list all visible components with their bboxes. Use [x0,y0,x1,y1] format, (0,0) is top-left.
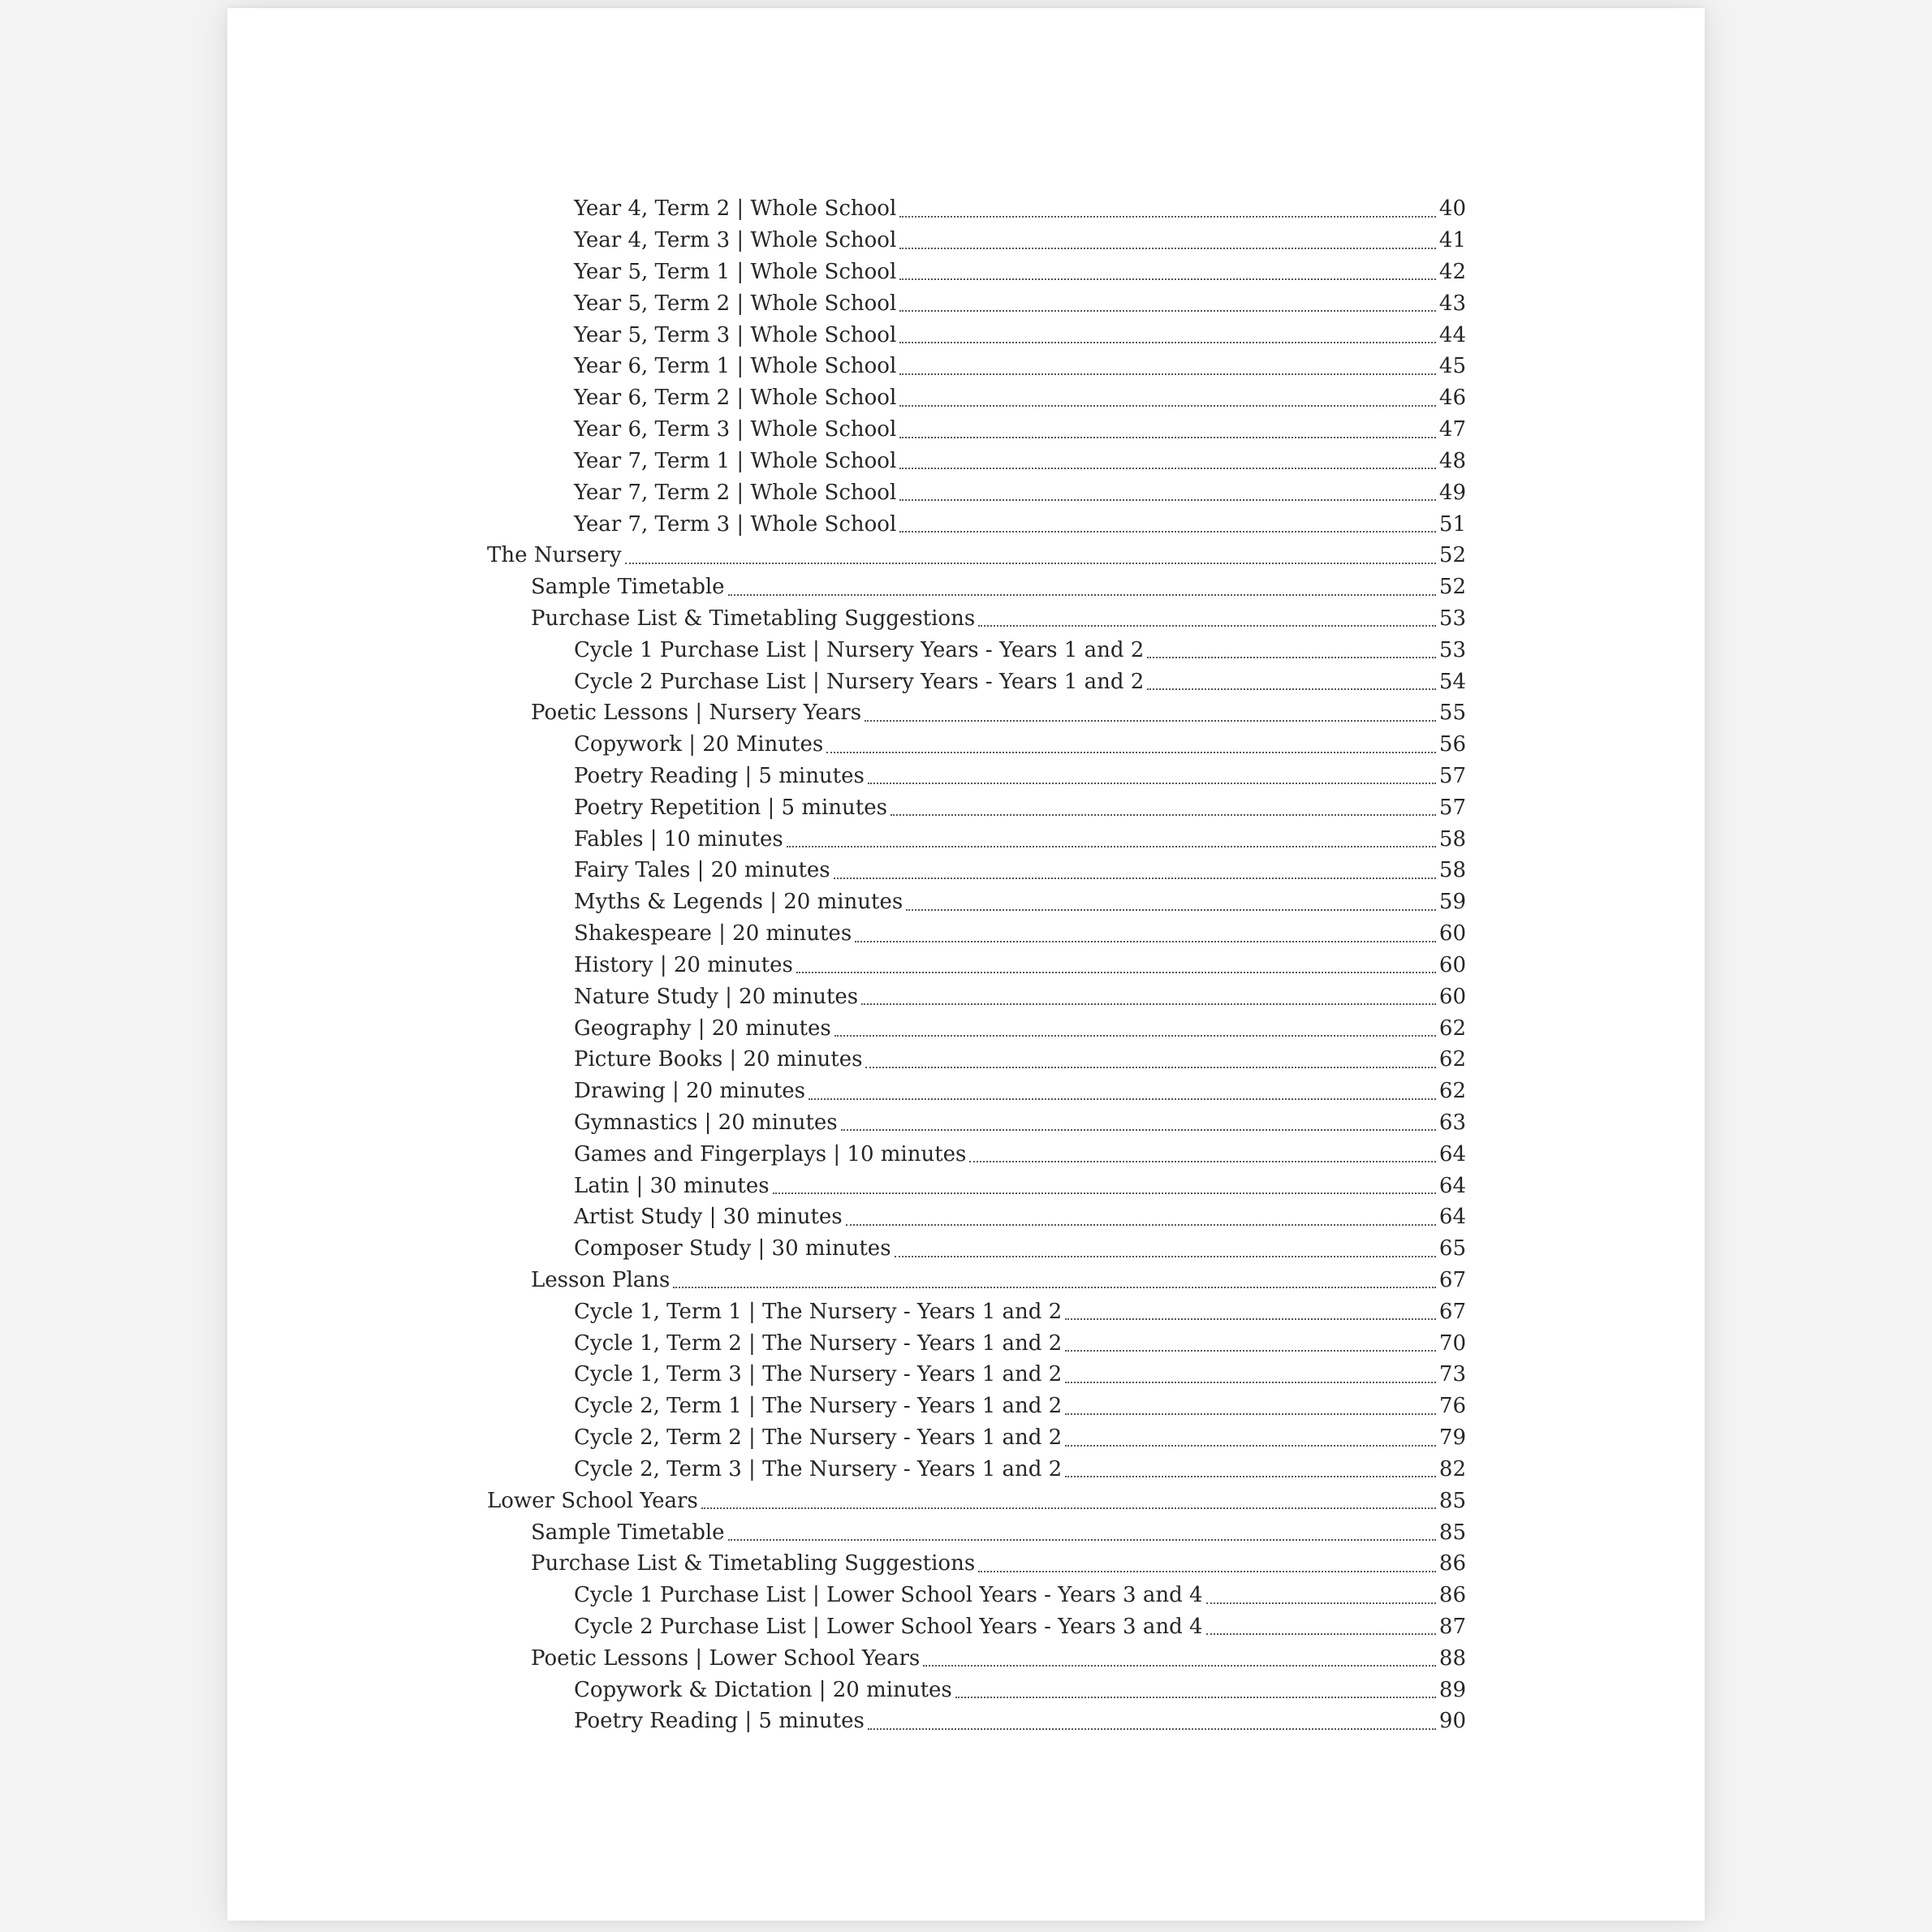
dot-leader [868,1728,1436,1730]
toc-entry-page-number: 85 [1438,1520,1466,1545]
toc-entry-page-number: 47 [1438,417,1466,442]
toc-entry[interactable] [487,571,1466,603]
toc-entry[interactable] [487,1359,1466,1391]
toc-entry-label: Fairy Tales | 20 minutes [574,858,830,883]
dot-leader [861,1003,1436,1005]
toc-entry[interactable] [487,193,1466,225]
toc-entry-label: Year 5, Term 1 | Whole School [574,260,897,285]
toc-entry-page-number: 60 [1438,952,1466,977]
toc-entry[interactable] [487,918,1466,950]
toc-entry-page-number: 57 [1438,795,1466,820]
toc-entry-label: Fables | 10 minutes [574,826,783,852]
toc-entry-label: Gymnastics | 20 minutes [574,1110,838,1135]
toc-entry-label: Year 7, Term 3 | Whole School [574,511,897,537]
toc-entry[interactable] [487,1642,1466,1674]
toc-entry[interactable] [487,603,1466,635]
toc-entry[interactable] [487,477,1466,508]
toc-entry-page-number: 60 [1438,921,1466,947]
toc-entry-page-number: 45 [1438,354,1466,379]
toc-entry-page-number: 60 [1438,984,1466,1009]
toc-entry-page-number: 85 [1438,1488,1466,1513]
toc-entry-label: Cycle 2, Term 2 | The Nursery - Years 1 and 2 [574,1425,1063,1451]
toc-entry[interactable] [487,697,1466,729]
toc-entry-page-number: 62 [1438,1016,1466,1041]
dot-leader [899,373,1436,375]
toc-entry-page-number: 53 [1438,637,1466,662]
dot-leader [1065,1350,1436,1352]
toc-entry-label: Cycle 2, Term 1 | The Nursery - Years 1 and 2 [574,1394,1063,1419]
toc-entry-label: Year 6, Term 1 | Whole School [574,354,897,379]
toc-entry-page-number: 76 [1438,1394,1466,1419]
dot-leader [955,1697,1436,1698]
toc-entry[interactable] [487,823,1466,855]
toc-entry-label: Myths & Legends | 20 minutes [574,890,903,915]
toc-entry-page-number: 70 [1438,1330,1466,1356]
toc-entry-page-number: 43 [1438,291,1466,316]
dot-leader [773,1192,1436,1194]
dot-leader [891,814,1436,816]
toc-entry-label: Year 6, Term 2 | Whole School [574,386,897,411]
toc-entry[interactable] [487,225,1466,257]
toc-entry[interactable] [487,1107,1466,1139]
toc-entry-label: Drawing | 20 minutes [574,1079,806,1104]
dot-leader [796,972,1436,973]
dot-leader [625,563,1436,564]
toc-entry-label: Cycle 1, Term 3 | The Nursery - Years 1 and 2 [574,1362,1063,1387]
toc-entry-label: Cycle 1, Term 1 | The Nursery - Years 1 and 2 [574,1299,1063,1324]
dot-leader [1147,657,1436,658]
toc-entry-page-number: 65 [1438,1236,1466,1261]
dot-leader [1206,1633,1436,1635]
toc-entry[interactable] [487,1391,1466,1422]
toc-entry[interactable] [487,1516,1466,1548]
toc-entry[interactable] [487,886,1466,918]
dot-leader [834,1035,1436,1037]
dot-leader [899,248,1436,249]
toc-entry-page-number: 82 [1438,1456,1466,1481]
toc-entry-page-number: 63 [1438,1110,1466,1135]
toc-entry[interactable] [487,791,1466,823]
toc-entry[interactable] [487,1611,1466,1643]
toc-entry-page-number: 67 [1438,1299,1466,1324]
dot-leader [846,1224,1436,1226]
toc-entry-label: Copywork | 20 Minutes [574,732,824,757]
toc-entry-label: Lower School Years [487,1488,698,1513]
toc-entry[interactable] [487,761,1466,792]
toc-entry[interactable] [487,1296,1466,1327]
toc-entry[interactable] [487,508,1466,540]
toc-entry-page-number: 58 [1438,826,1466,852]
toc-entry-page-number: 86 [1438,1551,1466,1576]
toc-entry-page-number: 54 [1438,669,1466,694]
toc-entry-label: Nature Study | 20 minutes [574,984,859,1009]
toc-entry-label: Poetry Reading | 5 minutes [574,764,865,789]
toc-entry-label: Cycle 1 Purchase List | Lower School Years - Years 3 and 4 [574,1583,1203,1608]
toc-entry-page-number: 46 [1438,386,1466,411]
toc-entry-label: Poetic Lessons | Lower School Years [531,1645,921,1671]
table-of-contents [487,193,1466,1737]
toc-entry-page-number: 89 [1438,1677,1466,1702]
toc-entry[interactable] [487,981,1466,1012]
toc-entry-page-number: 64 [1438,1141,1466,1167]
dot-leader [728,594,1436,596]
dot-leader [899,216,1436,218]
toc-entry-page-number: 64 [1438,1173,1466,1198]
dot-leader [899,278,1436,280]
dot-leader [865,720,1436,722]
dot-leader [1065,1413,1436,1415]
toc-entry[interactable] [487,1265,1466,1296]
toc-entry-page-number: 56 [1438,732,1466,757]
toc-entry[interactable] [487,1201,1466,1233]
toc-entry-page-number: 87 [1438,1614,1466,1639]
toc-entry[interactable] [487,1422,1466,1454]
toc-entry-label: Cycle 2, Term 3 | The Nursery - Years 1 and 2 [574,1456,1063,1481]
toc-entry-page-number: 53 [1438,606,1466,631]
dot-leader [1065,1382,1436,1383]
toc-entry[interactable] [487,1012,1466,1044]
toc-entry[interactable] [487,950,1466,981]
toc-entry-label: Cycle 2 Purchase List | Nursery Years - Years 1 and 2 [574,669,1145,694]
dot-leader [673,1287,1436,1288]
toc-entry-label: Year 5, Term 2 | Whole School [574,291,897,316]
toc-entry-page-number: 44 [1438,322,1466,347]
toc-entry[interactable] [487,257,1466,288]
toc-entry-label: Composer Study | 30 minutes [574,1236,891,1261]
toc-entry-label: Copywork & Dictation | 20 minutes [574,1677,952,1702]
toc-entry-page-number: 57 [1438,764,1466,789]
toc-entry-label: Purchase List & Timetabling Suggestions [531,606,976,631]
dot-leader [834,878,1436,879]
toc-entry-page-number: 55 [1438,701,1466,726]
toc-entry-page-number: 73 [1438,1362,1466,1387]
dot-leader [701,1507,1436,1509]
toc-entry-page-number: 62 [1438,1079,1466,1104]
toc-entry-page-number: 52 [1438,543,1466,568]
toc-entry-label: Artist Study | 30 minutes [574,1205,843,1230]
toc-entry-label: Year 4, Term 3 | Whole School [574,228,897,253]
dot-leader [826,752,1436,753]
toc-entry-page-number: 42 [1438,260,1466,285]
dot-leader [923,1665,1436,1667]
dot-leader [978,625,1436,627]
dot-leader [899,531,1436,533]
dot-leader [809,1098,1436,1100]
dot-leader [1206,1602,1436,1604]
dot-leader [899,342,1436,343]
toc-entry-label: Year 4, Term 2 | Whole School [574,196,897,222]
toc-entry[interactable] [487,414,1466,446]
toc-entry[interactable] [487,1044,1466,1076]
toc-entry[interactable] [487,540,1466,571]
toc-entry[interactable] [487,1233,1466,1265]
toc-entry-page-number: 40 [1438,196,1466,222]
dot-leader [906,909,1436,911]
toc-entry[interactable] [487,1454,1466,1486]
toc-entry[interactable] [487,1580,1466,1611]
toc-entry-page-number: 41 [1438,228,1466,253]
toc-entry-page-number: 48 [1438,448,1466,473]
toc-entry-label: Sample Timetable [531,575,725,600]
toc-entry[interactable] [487,1548,1466,1580]
toc-entry[interactable] [487,729,1466,761]
dot-leader [1065,1445,1436,1447]
toc-entry-label: Year 7, Term 2 | Whole School [574,480,897,505]
toc-entry-page-number: 88 [1438,1645,1466,1671]
toc-entry-label: Latin | 30 minutes [574,1173,770,1198]
toc-entry-page-number: 90 [1438,1709,1466,1734]
toc-entry-label: Shakespeare | 20 minutes [574,921,852,947]
dot-leader [865,1067,1435,1068]
dot-leader [899,468,1436,469]
toc-entry[interactable] [487,446,1466,477]
toc-entry-page-number: 49 [1438,480,1466,505]
toc-entry[interactable] [487,287,1466,319]
dot-leader [895,1256,1436,1257]
dot-leader [787,846,1436,847]
dot-leader [855,941,1436,942]
toc-entry-label: Cycle 1, Term 2 | The Nursery - Years 1 and 2 [574,1330,1063,1356]
toc-entry-page-number: 59 [1438,890,1466,915]
toc-entry[interactable] [487,1138,1466,1170]
toc-entry-page-number: 58 [1438,858,1466,883]
toc-entry-label: Purchase List & Timetabling Suggestions [531,1551,976,1576]
toc-entry-label: Picture Books | 20 minutes [574,1047,863,1072]
toc-entry[interactable] [487,666,1466,697]
dot-leader [899,499,1436,501]
toc-entry-page-number: 67 [1438,1268,1466,1293]
toc-entry[interactable] [487,1076,1466,1107]
dot-leader [899,405,1436,407]
dot-leader [728,1539,1436,1541]
toc-entry-label: Poetry Reading | 5 minutes [574,1709,865,1734]
toc-entry-page-number: 51 [1438,511,1466,537]
toc-entry-label: Geography | 20 minutes [574,1016,831,1041]
toc-entry-label: Poetic Lessons | Nursery Years [531,701,862,726]
dot-leader [969,1161,1436,1162]
toc-entry[interactable] [487,1706,1466,1737]
dot-leader [1065,1318,1436,1320]
toc-entry-label: Poetry Repetition | 5 minutes [574,795,887,820]
toc-entry[interactable] [487,1170,1466,1201]
toc-entry[interactable] [487,382,1466,414]
toc-entry-label: Year 5, Term 3 | Whole School [574,322,897,347]
toc-entry-page-number: 52 [1438,575,1466,600]
toc-entry-label: History | 20 minutes [574,952,793,977]
toc-entry[interactable] [487,319,1466,351]
toc-entry[interactable] [487,1674,1466,1706]
toc-entry[interactable] [487,1485,1466,1516]
toc-entry-label: The Nursery [487,543,622,568]
toc-entry-page-number: 79 [1438,1425,1466,1451]
document-page [227,8,1705,1921]
toc-entry-label: Games and Fingerplays | 10 minutes [574,1141,967,1167]
dot-leader [868,783,1436,784]
toc-entry-page-number: 64 [1438,1205,1466,1230]
dot-leader [899,310,1436,312]
toc-entry[interactable] [487,855,1466,886]
toc-entry-label: Lesson Plans [531,1268,671,1293]
toc-entry-label: Sample Timetable [531,1520,725,1545]
toc-entry[interactable] [487,1327,1466,1359]
toc-entry-label: Year 7, Term 1 | Whole School [574,448,897,473]
dot-leader [899,437,1436,438]
toc-entry-page-number: 62 [1438,1047,1466,1072]
toc-entry-label: Year 6, Term 3 | Whole School [574,417,897,442]
dot-leader [978,1571,1436,1572]
dot-leader [1065,1476,1436,1477]
toc-entry[interactable] [487,634,1466,666]
toc-entry[interactable] [487,351,1466,382]
toc-entry-page-number: 86 [1438,1583,1466,1608]
toc-entry-label: Cycle 2 Purchase List | Lower School Years - Years 3 and 4 [574,1614,1203,1639]
toc-entry-label: Cycle 1 Purchase List | Nursery Years - Years 1 and 2 [574,637,1145,662]
dot-leader [841,1129,1436,1131]
dot-leader [1147,688,1436,690]
